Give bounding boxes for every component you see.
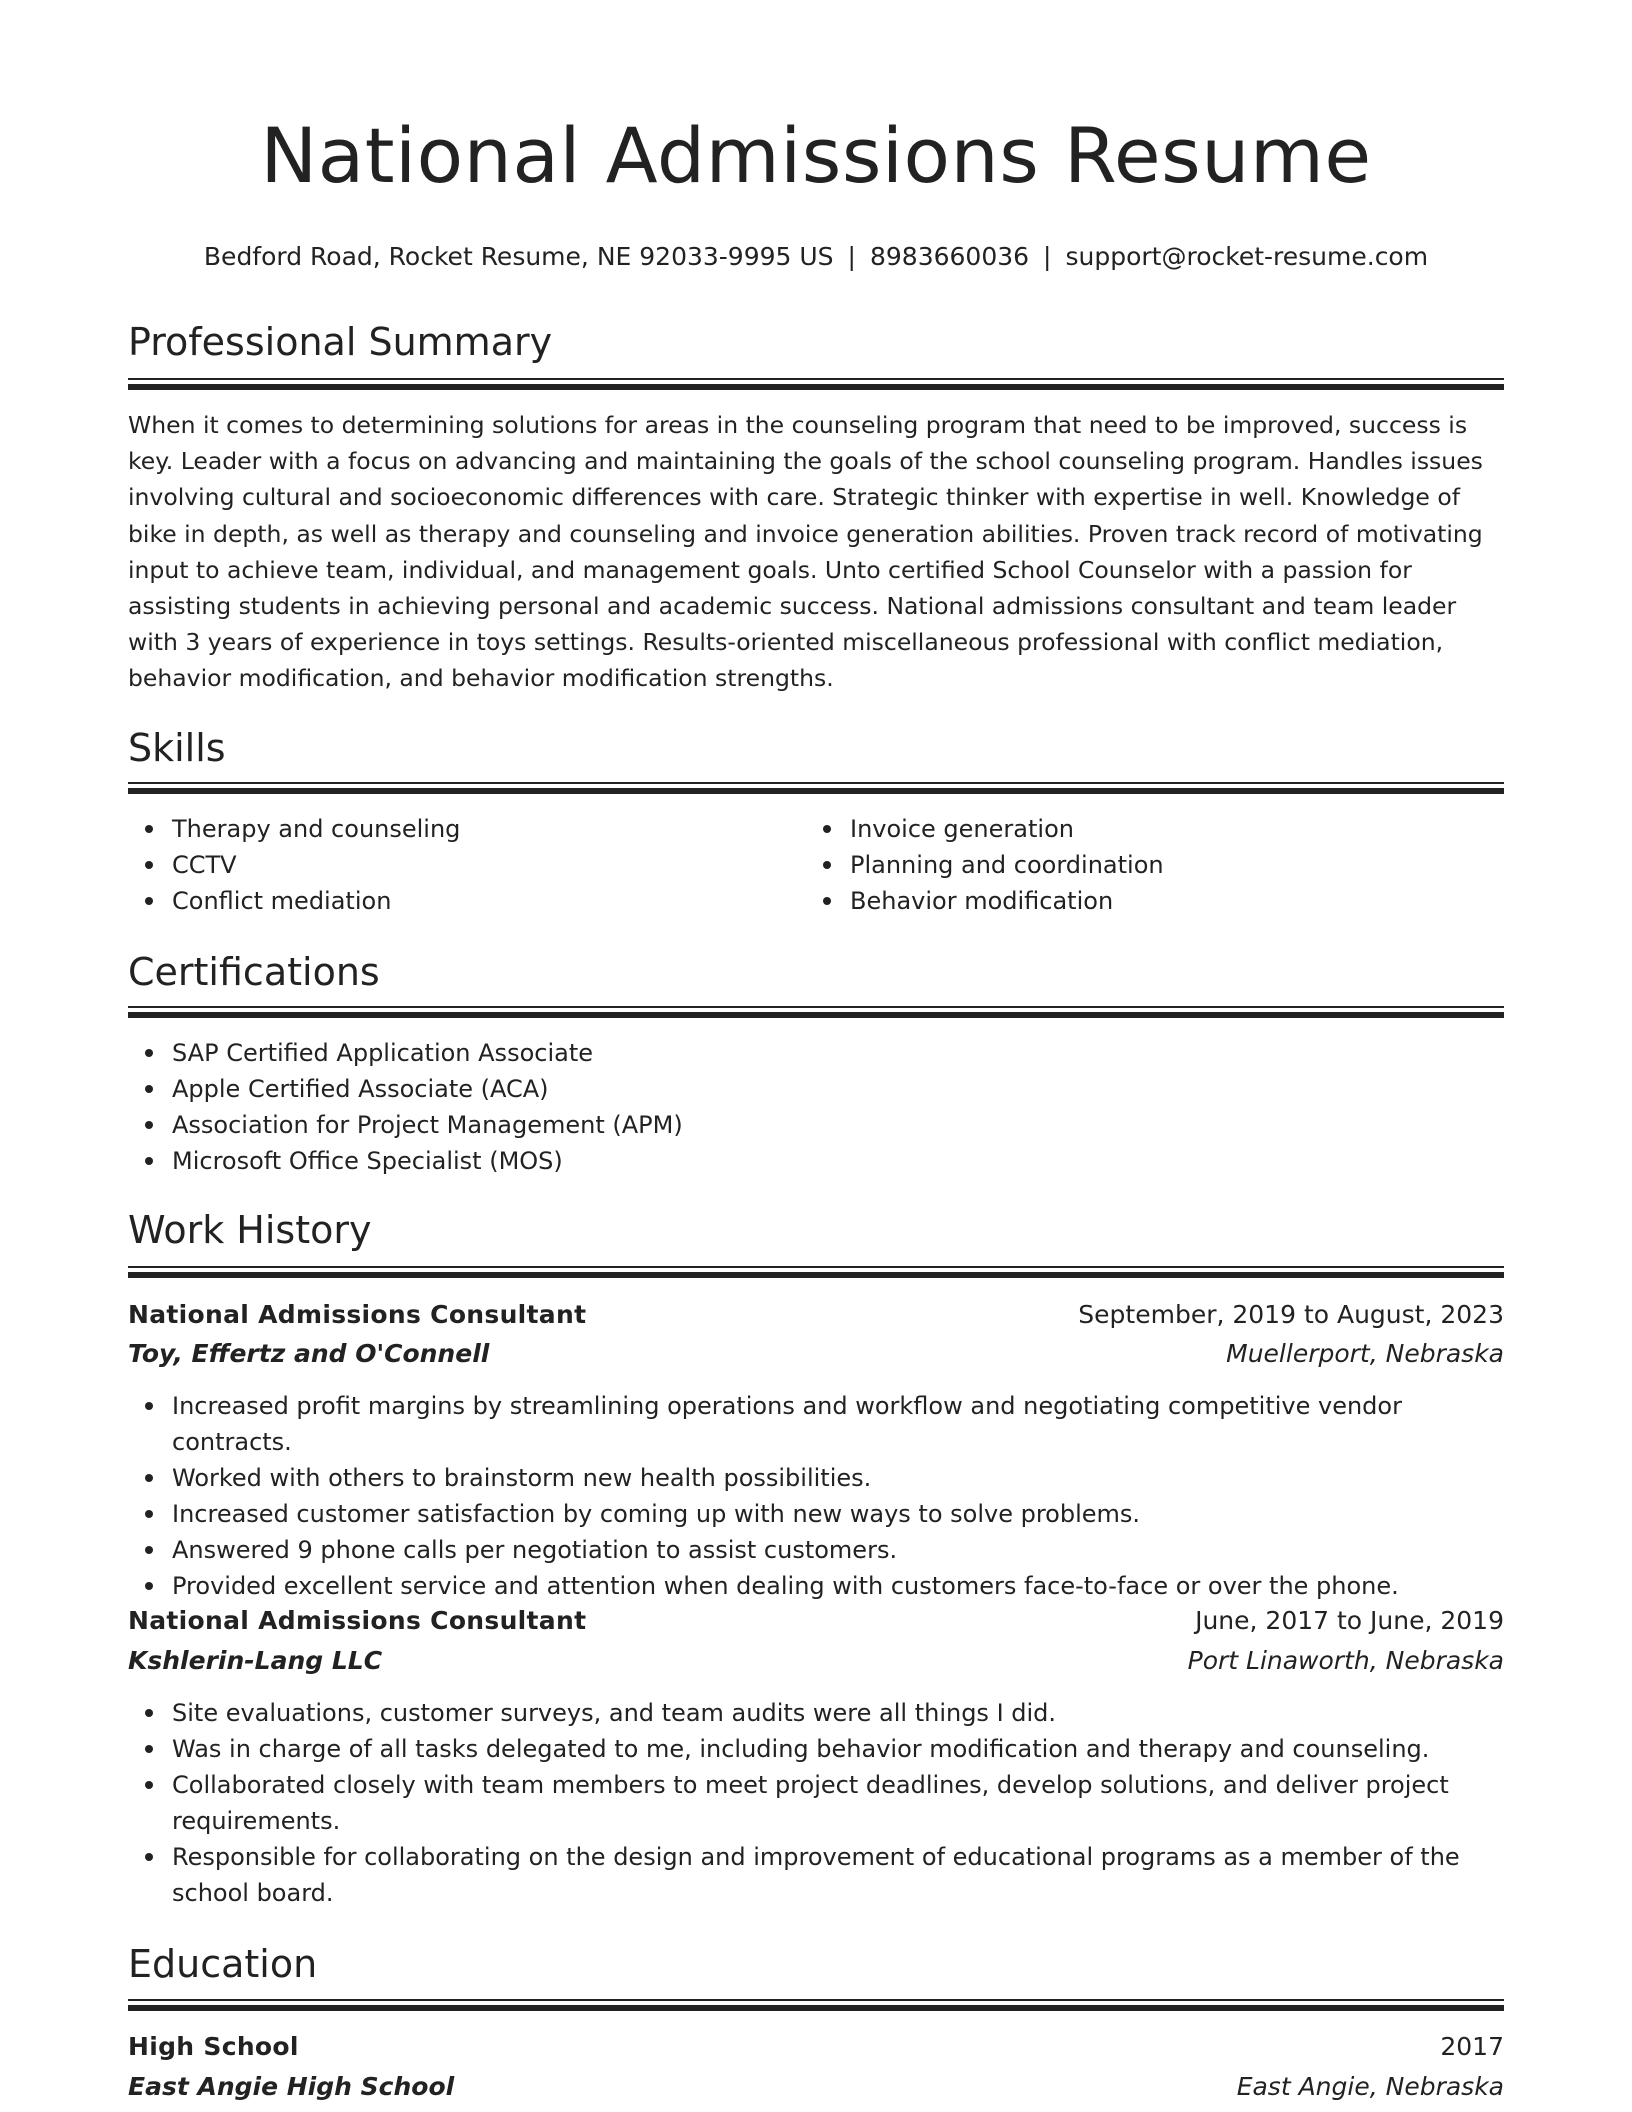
- contact-address: Bedford Road, Rocket Resume, NE 92033-9995 US: [203, 242, 834, 271]
- job-duty: Responsible for collaborating on the design and improvement of educational programs as a member of the school board.: [172, 1839, 1512, 1911]
- job-duty: Increased customer satisfaction by coming up with new ways to solve problems.: [172, 1496, 1512, 1532]
- job-duty: Site evaluations, customer surveys, and team audits were all things I did.: [172, 1695, 1512, 1731]
- job-employer: Toy, Effertz and O'Connell: [128, 1339, 490, 1368]
- education-location: East Angie, Nebraska: [1236, 2072, 1504, 2101]
- certification-item: SAP Certified Application Associate: [172, 1035, 1472, 1071]
- contact-separator: |: [847, 242, 856, 271]
- skill-item: Conflict mediation: [172, 883, 812, 919]
- job-title: National Admissions Consultant: [128, 1300, 587, 1329]
- education-subheader: [128, 2067, 1504, 2107]
- contact-email: support@rocket-resume.com: [1065, 242, 1429, 271]
- section-rule: [128, 1006, 1504, 1020]
- skill-item: Therapy and counseling: [172, 811, 812, 847]
- job-dates: June, 2017 to June, 2019: [1195, 1606, 1504, 1635]
- job-duty: Was in charge of all tasks delegated to me, including behavior modification and therapy and counseling.: [172, 1731, 1512, 1767]
- job-duty: Increased profit margins by streamlining operations and workflow and negotiating competitive vendor contracts.: [172, 1388, 1512, 1460]
- job-duties-list: [128, 1388, 1512, 1604]
- work-history-heading: Work History: [128, 1208, 372, 1252]
- skills-heading: Skills: [128, 726, 226, 770]
- certification-item: Microsoft Office Specialist (MOS): [172, 1143, 1472, 1179]
- skill-item: Invoice generation: [850, 811, 1500, 847]
- resume-name: National Admissions Resume: [260, 111, 1372, 200]
- section-rule: [128, 1266, 1504, 1280]
- section-rule: [128, 782, 1504, 796]
- contact-line: [128, 242, 1504, 272]
- job-location: Muellerport, Nebraska: [1226, 1339, 1504, 1368]
- education-header: [128, 2027, 1504, 2067]
- education-heading: Education: [128, 1942, 318, 1986]
- summary-text: When it comes to determining solutions for areas in the counseling program that need to be improved, success is key. Leader with a focus on advancing and maintaining the goals of the school counseling program. Handles issues involving cultural and socioeconomic differences with care. Strategic thinker with expertise in well. Knowledge of bike in depth, as well as therapy and counseling and invoice generation abilities. Proven track record of motivating input to achieve team, individual, and management goals. Unto certified School Counselor with a passion for assisting students in achieving personal and academic success. National admissions consultant and team leader with 3 years of experience in toys settings. Results-oriented miscellaneous professional with conflict mediation, behavior modification, and behavior modification strengths.: [128, 411, 1483, 693]
- contact-phone: 8983660036: [869, 242, 1030, 271]
- job-duty: Collaborated closely with team members to meet project deadlines, develop solutions, and deliver project requirements.: [172, 1767, 1512, 1839]
- skill-item: Behavior modification: [850, 883, 1500, 919]
- section-rule: [128, 1999, 1504, 2013]
- job-duty: Provided excellent service and attention when dealing with customers face-to-face or over the phone.: [172, 1568, 1512, 1604]
- certifications-list: [128, 1035, 1472, 1179]
- skills-list-left: [128, 811, 812, 919]
- education-degree: High School: [128, 2032, 299, 2061]
- summary-heading: Professional Summary: [128, 320, 553, 364]
- job-duties-list: [128, 1695, 1512, 1911]
- section-rule: [128, 378, 1504, 392]
- certifications-heading: Certifications: [128, 950, 380, 994]
- skills-list-right: [806, 811, 1500, 919]
- job-employer: Kshlerin-Lang LLC: [128, 1646, 383, 1675]
- skill-item: Planning and coordination: [850, 847, 1500, 883]
- contact-separator: |: [1043, 242, 1052, 271]
- job-header: [128, 1295, 1504, 1335]
- job-dates: September, 2019 to August, 2023: [1078, 1300, 1504, 1329]
- job-subheader: [128, 1641, 1504, 1681]
- job-subheader: [128, 1334, 1504, 1374]
- certification-item: Association for Project Management (APM): [172, 1107, 1472, 1143]
- job-title: National Admissions Consultant: [128, 1606, 587, 1635]
- education-year: 2017: [1440, 2032, 1504, 2061]
- education-school: East Angie High School: [128, 2072, 455, 2101]
- job-duty: Answered 9 phone calls per negotiation to assist customers.: [172, 1532, 1512, 1568]
- certification-item: Apple Certified Associate (ACA): [172, 1071, 1472, 1107]
- job-duty: Worked with others to brainstorm new health possibilities.: [172, 1460, 1512, 1496]
- job-header: [128, 1601, 1504, 1641]
- job-location: Port Linaworth, Nebraska: [1187, 1646, 1504, 1675]
- skill-item: CCTV: [172, 847, 812, 883]
